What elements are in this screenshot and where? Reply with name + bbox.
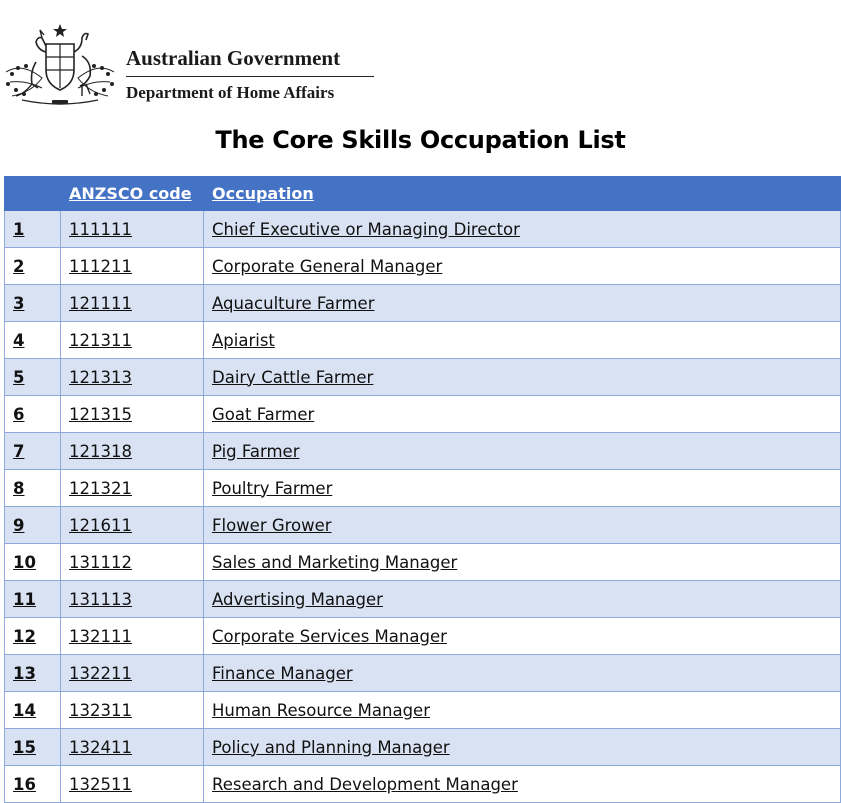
row-number[interactable]: 9 [5,507,61,544]
row-number[interactable]: 2 [5,248,61,285]
row-number[interactable]: 13 [5,655,61,692]
anzsco-code-link[interactable]: 121321 [61,470,204,507]
table-row [5,507,841,544]
table-body [5,211,841,803]
table-row [5,655,841,692]
table-row [5,433,841,470]
anzsco-code-link[interactable]: 121111 [61,285,204,322]
anzsco-code-link[interactable]: 111111 [61,211,204,248]
anzsco-code-link[interactable]: 132111 [61,618,204,655]
occupation-link[interactable]: Goat Farmer [204,396,841,433]
anzsco-code-link[interactable]: 132411 [61,729,204,766]
department-name: Department of Home Affairs [126,83,335,102]
occupation-link[interactable]: Research and Development Manager [204,766,841,803]
occupation-link[interactable]: Chief Executive or Managing Director [204,211,841,248]
table-row [5,581,841,618]
occupation-link[interactable]: Flower Grower [204,507,841,544]
table-row [5,729,841,766]
row-number[interactable]: 5 [5,359,61,396]
row-number[interactable]: 8 [5,470,61,507]
anzsco-code-link[interactable]: 121313 [61,359,204,396]
occupation-link[interactable]: Poultry Farmer [204,470,841,507]
occupation-table [4,176,841,803]
anzsco-code-link[interactable]: 132511 [61,766,204,803]
row-number[interactable]: 15 [5,729,61,766]
table-row [5,248,841,285]
table-row [5,359,841,396]
row-number[interactable]: 10 [5,544,61,581]
row-number[interactable]: 16 [5,766,61,803]
table-row [5,766,841,803]
page-title: The Core Skills Occupation List [215,126,626,154]
occupation-link[interactable]: Policy and Planning Manager [204,729,841,766]
row-number[interactable]: 1 [5,211,61,248]
occupation-link[interactable]: Advertising Manager [204,581,841,618]
anzsco-code-link[interactable]: 121611 [61,507,204,544]
table-row [5,322,841,359]
column-header-number [5,177,61,211]
occupation-link[interactable]: Pig Farmer [204,433,841,470]
anzsco-code-link[interactable]: 131113 [61,581,204,618]
occupation-link[interactable]: Dairy Cattle Farmer [204,359,841,396]
table-row [5,544,841,581]
row-number[interactable]: 12 [5,618,61,655]
organisation-block [126,44,374,104]
row-number[interactable]: 7 [5,433,61,470]
anzsco-code-link[interactable]: 121311 [61,322,204,359]
occupation-link[interactable]: Corporate General Manager [204,248,841,285]
table-row [5,692,841,729]
column-header-occupation[interactable]: Occupation [204,177,841,211]
occupation-link[interactable]: Corporate Services Manager [204,618,841,655]
table-header-row [5,177,841,211]
anzsco-code-link[interactable]: 132211 [61,655,204,692]
table-row [5,211,841,248]
occupation-link[interactable]: Apiarist [204,322,841,359]
anzsco-code-link[interactable]: 132311 [61,692,204,729]
anzsco-code-link[interactable]: 121318 [61,433,204,470]
occupation-link[interactable]: Finance Manager [204,655,841,692]
row-number[interactable]: 11 [5,581,61,618]
occupation-link[interactable]: Sales and Marketing Manager [204,544,841,581]
column-header-anzsco-code[interactable]: ANZSCO code [61,177,204,211]
anzsco-code-link[interactable]: 131112 [61,544,204,581]
government-name: Australian Government [126,44,374,77]
row-number[interactable]: 6 [5,396,61,433]
coat-of-arms-icon [2,22,118,110]
occupation-link[interactable]: Aquaculture Farmer [204,285,841,322]
page-header [0,0,841,118]
table-row [5,618,841,655]
table-row [5,285,841,322]
table-row [5,396,841,433]
row-number[interactable]: 3 [5,285,61,322]
occupation-link[interactable]: Human Resource Manager [204,692,841,729]
table-row [5,470,841,507]
anzsco-code-link[interactable]: 121315 [61,396,204,433]
row-number[interactable]: 14 [5,692,61,729]
row-number[interactable]: 4 [5,322,61,359]
anzsco-code-link[interactable]: 111211 [61,248,204,285]
